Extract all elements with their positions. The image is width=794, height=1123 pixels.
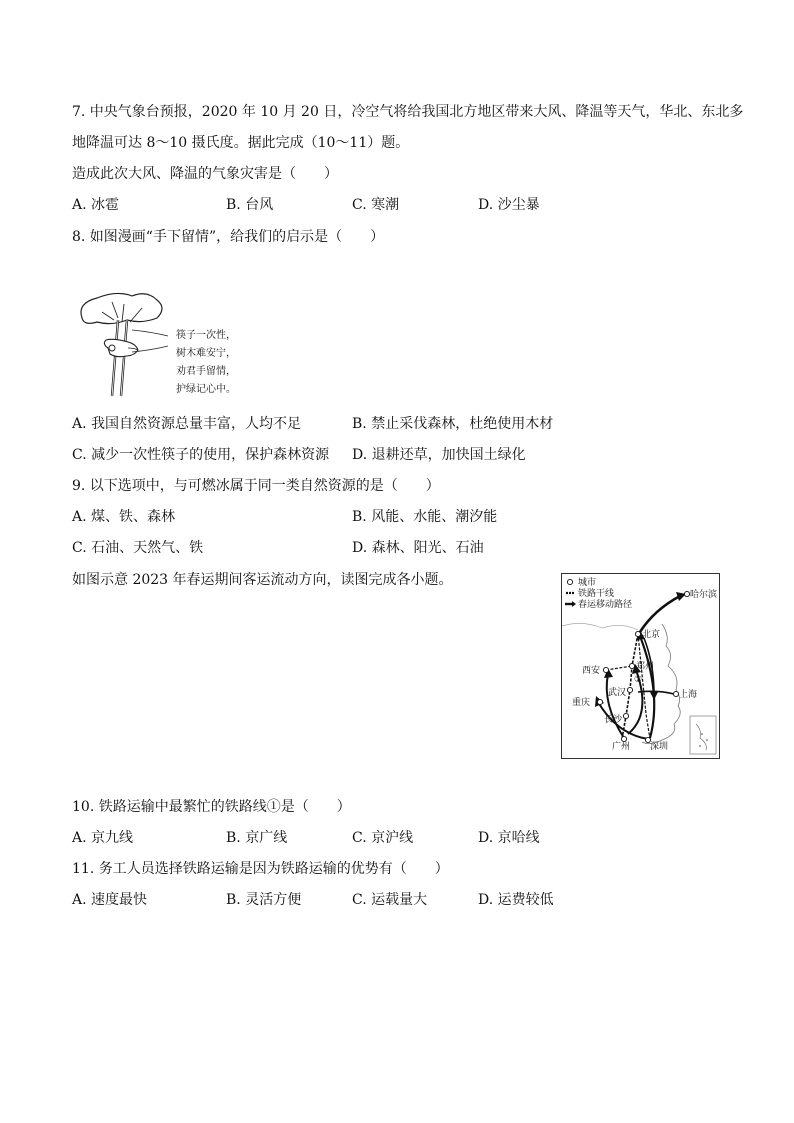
legend-path: 春运移动路径 xyxy=(578,600,633,610)
tree-branches xyxy=(102,302,142,322)
q7-option-c[interactable]: C. 寒潮 xyxy=(352,197,400,213)
city-shanghai-label: 上海 xyxy=(679,690,698,700)
south-china-sea-inset xyxy=(690,716,716,754)
q7-option-b[interactable]: B. 台风 xyxy=(226,197,274,213)
q11-option-b[interactable]: B. 灵活方便 xyxy=(226,892,302,908)
q8-stem: 8. 如图漫画“手下留情”，给我们的启示是（ ） xyxy=(72,229,385,245)
railway-marker-1: ① xyxy=(634,675,643,685)
spring-travel-map xyxy=(561,573,720,759)
city-shanghai-marker xyxy=(673,691,678,696)
city-zhengzhou-label: 郑州 xyxy=(636,662,655,672)
arrow-head-icon xyxy=(650,692,658,700)
city-chongqing-label: 重庆 xyxy=(572,698,591,708)
q11-stem: 11. 务工人员选择铁路运输是因为铁路运输的优势有（ ） xyxy=(72,861,449,877)
tree-canopy-shape xyxy=(81,293,162,323)
q7-stem-line2: 地降温可达 8～10 摄氏度。据此完成（10～11）题。 xyxy=(72,135,410,151)
cartoon-caption-line1: 筷子一次性， xyxy=(176,330,236,341)
path-shenzhen-beijing xyxy=(640,636,654,738)
q7-option-d[interactable]: D. 沙尘暴 xyxy=(478,197,540,213)
city-beijing-marker xyxy=(635,631,640,636)
q7-question: 造成此次大风、降温的气象灾害是（ ） xyxy=(72,166,338,182)
q11-option-a[interactable]: A. 速度最快 xyxy=(72,892,148,908)
legend-city-symbol xyxy=(567,579,572,584)
q9-option-b[interactable]: B. 风能、水能、潮汐能 xyxy=(352,509,498,525)
city-changsha-label: 长沙 xyxy=(604,715,623,725)
city-wuhan-marker xyxy=(627,687,632,692)
map-intro: 如图示意 2023 年春运期间客运流动方向，读图完成各小题。 xyxy=(72,572,453,588)
city-harbin-marker xyxy=(684,591,689,596)
cartoon-caption-line4: 护绿记心中。 xyxy=(176,384,236,395)
q10-stem: 10. 铁路运输中最繁忙的铁路线①是（ ） xyxy=(72,799,351,815)
q10-option-d[interactable]: D. 京哈线 xyxy=(478,830,540,846)
q8-option-b[interactable]: B. 禁止采伐森林，杜绝使用木材 xyxy=(352,416,554,432)
city-guangzhou-label: 广州 xyxy=(612,742,631,752)
q7-stem-line1: 7. 中央气象台预报，2020 年 10 月 20 日，冷空气将给我国北方地区带来大风、降温等天气，华北、东北多 xyxy=(72,104,744,120)
legend-railway: 铁路干线 xyxy=(578,589,615,599)
q9-option-a[interactable]: A. 煤、铁、森林 xyxy=(72,509,176,525)
q8-option-a[interactable]: A. 我国自然资源总量丰富，人均不足 xyxy=(72,416,302,432)
legend-city: 城市 xyxy=(578,578,597,588)
city-shenzhen-label: 深圳 xyxy=(650,742,669,752)
q10-option-b[interactable]: B. 京广线 xyxy=(226,830,288,846)
city-beijing-label: 北京 xyxy=(642,630,661,640)
city-chongqing-marker xyxy=(597,699,602,704)
q7-option-a[interactable]: A. 冰雹 xyxy=(72,197,120,213)
q11-option-d[interactable]: D. 运费较低 xyxy=(478,892,554,908)
city-xian-label: 西安 xyxy=(582,666,601,676)
q8-option-d[interactable]: D. 退耕还草，加快国土绿化 xyxy=(352,447,526,463)
q10-option-c[interactable]: C. 京沪线 xyxy=(352,830,414,846)
chopsticks-tree-cartoon xyxy=(72,288,262,408)
railway-jingguang xyxy=(622,634,638,739)
city-guangzhou-marker xyxy=(621,736,626,741)
city-wuhan-label: 武汉 xyxy=(608,688,627,698)
cartoon-caption-line3: 劝君手留情， xyxy=(176,366,236,377)
railway-xian-zhengzhou xyxy=(606,666,632,670)
path-beijing-harbin xyxy=(640,596,680,632)
q9-option-d[interactable]: D. 森林、阳光、石油 xyxy=(352,540,484,556)
city-harbin-label: 哈尔滨 xyxy=(690,590,718,600)
q9-stem: 9. 以下选项中，与可燃冰属于同一类自然资源的是（ ） xyxy=(72,478,440,494)
legend-path-arrow-icon xyxy=(572,601,576,607)
q10-option-a[interactable]: A. 京九线 xyxy=(72,830,134,846)
city-zhengzhou-marker xyxy=(629,663,634,668)
city-changsha-marker xyxy=(623,713,628,718)
q11-option-c[interactable]: C. 运载量大 xyxy=(352,892,428,908)
cartoon-caption-line2: 树木难安宁， xyxy=(176,348,236,359)
q8-option-c[interactable]: C. 减少一次性筷子的使用，保护森林资源 xyxy=(72,447,330,463)
q9-option-c[interactable]: C. 石油、天然气、铁 xyxy=(72,540,204,556)
city-xian-marker xyxy=(603,667,608,672)
